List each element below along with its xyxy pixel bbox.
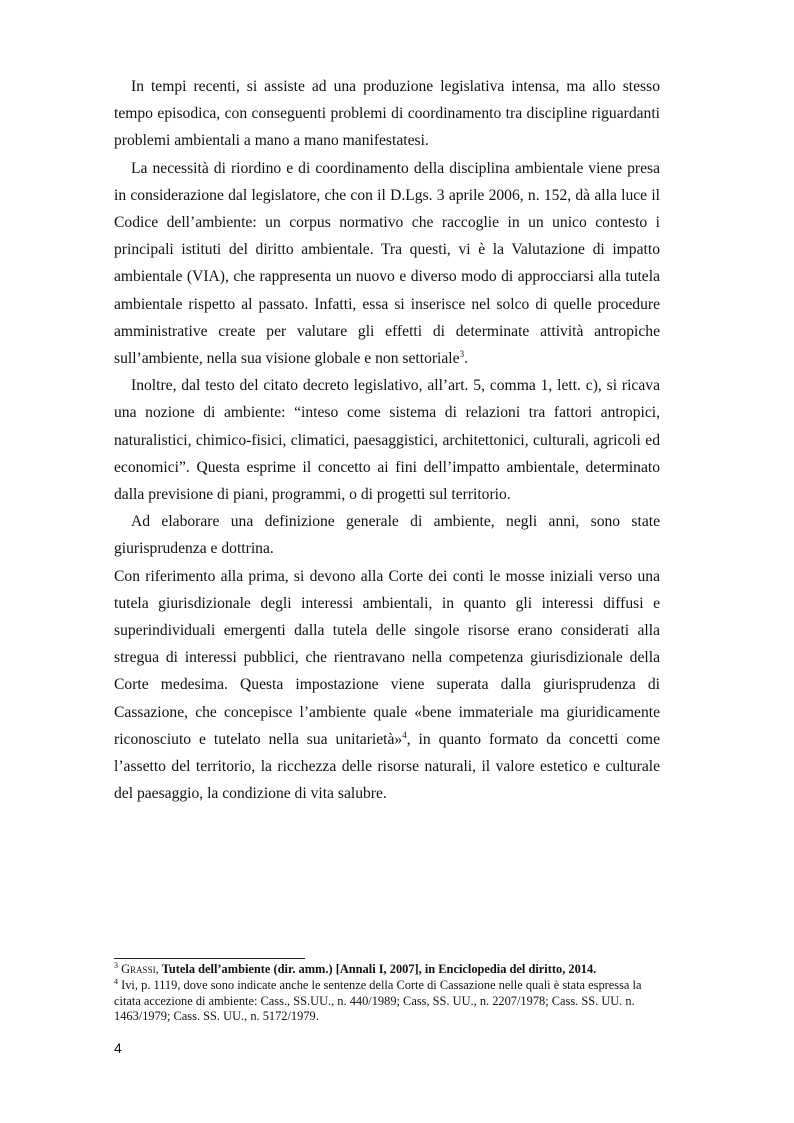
footnote-title: Tutela dell’ambiente (dir. amm.) [Annali I, 2007], in Enciclopedia del diritto, 2014. (161, 962, 597, 976)
footnote-author: Grassi (121, 962, 156, 976)
footnote-separator (114, 958, 305, 959)
footnote-ref-4[interactable]: 4 (402, 729, 407, 740)
paragraph-1: In tempi recenti, si assiste ad una produzione legislativa intensa, ma allo stesso tempo episodica, con conseguenti problemi di coordinamento tra discipline riguardanti problemi ambientali a mano a mano manifestatesi. (114, 78, 660, 150)
footnote-ref-3[interactable]: 3 (459, 348, 465, 359)
paragraph-3: Inoltre, dal testo del citato decreto legislativo, all’art. 5, comma 1, lett. c), si ricava una nozione di ambiente: “inteso come sistema di relazioni tra fattori antropici, naturalistici, chimico-fisici, climatici, paesaggistici, architettonici, culturali, agricoli ed economici”. Questa esprime il concetto ai fini dell’impatto ambientale, determinato dalla previsione di piani, programmi, o di progetti sul territorio. (114, 377, 660, 504)
paragraph-4: Ad elaborare una definizione generale di ambiente, negli anni, sono state giurisprudenza e dottrina. (114, 513, 660, 558)
paragraph-2: La necessità di riordino e di coordinamento della disciplina ambientale viene presa in considerazione dal legislatore, che con il D.Lgs. 3 aprile 2006, n. 152, dà alla luce il Codice dell’ambiente: un corpus normativo che raccoglie in un unico contesto i principali istituti del diritto ambientale. Tra questi, vi è la Valutazione di impatto ambientale (VIA), che rappresenta un nuovo e diverso modo di approcciarsi alla tutela ambientale rispetto al passato. Infatti, essa si inserisce nel solco di quelle procedure amministrative create per valutare gli effetti di determinate attività antropiche sull’ambiente, nella sua visione globale e non settoriale$^3$. (114, 159, 660, 368)
footnote-3: $^3$ Grassi, Tutela dell’ambiente (dir. amm.) [Annali I, 2007], in Enciclopedia del diritto, 2014. (114, 960, 597, 976)
page-number: 4 (114, 1040, 122, 1056)
body-text (114, 73, 660, 807)
footnote-4: $^4$ Ivi, p. 1119, dove sono indicate anche le sentenze della Corte di Cassazione nelle quali è stata espressa la citata accezione di ambiente: Cass., SS.UU., n. 440/1989; Cass, SS. UU., n. 2207/1978; Cass. SS. UU. n. 1463/1979; Cass. SS. UU., n. 5172/1979. (114, 976, 642, 1024)
paragraph-5: Con riferimento alla prima, si devono alla Corte dei conti le mosse iniziali verso una tutela giurisdizionale degli interessi ambientali, in quanto gli interessi diffusi e superindividuali emergenti dalla tutela delle singole risorse erano considerati alla stregua di interessi pubblici, che rientravano nella competenza giurisdizionale della Corte medesima. Questa impostazione viene superata dalla giurisprudenza di Cassazione, che concepisce l’ambiente quale «bene immateriale ma giuridicamente riconosciuto e tutelato nella sua unitarietà»$^4$, in quanto formato da concetti come l’assetto del territorio, la ricchezza delle risorse naturali, il valore estetico e culturale del paesaggio, la condizione di vita salubre. (114, 567, 660, 803)
footnotes (114, 962, 660, 1025)
